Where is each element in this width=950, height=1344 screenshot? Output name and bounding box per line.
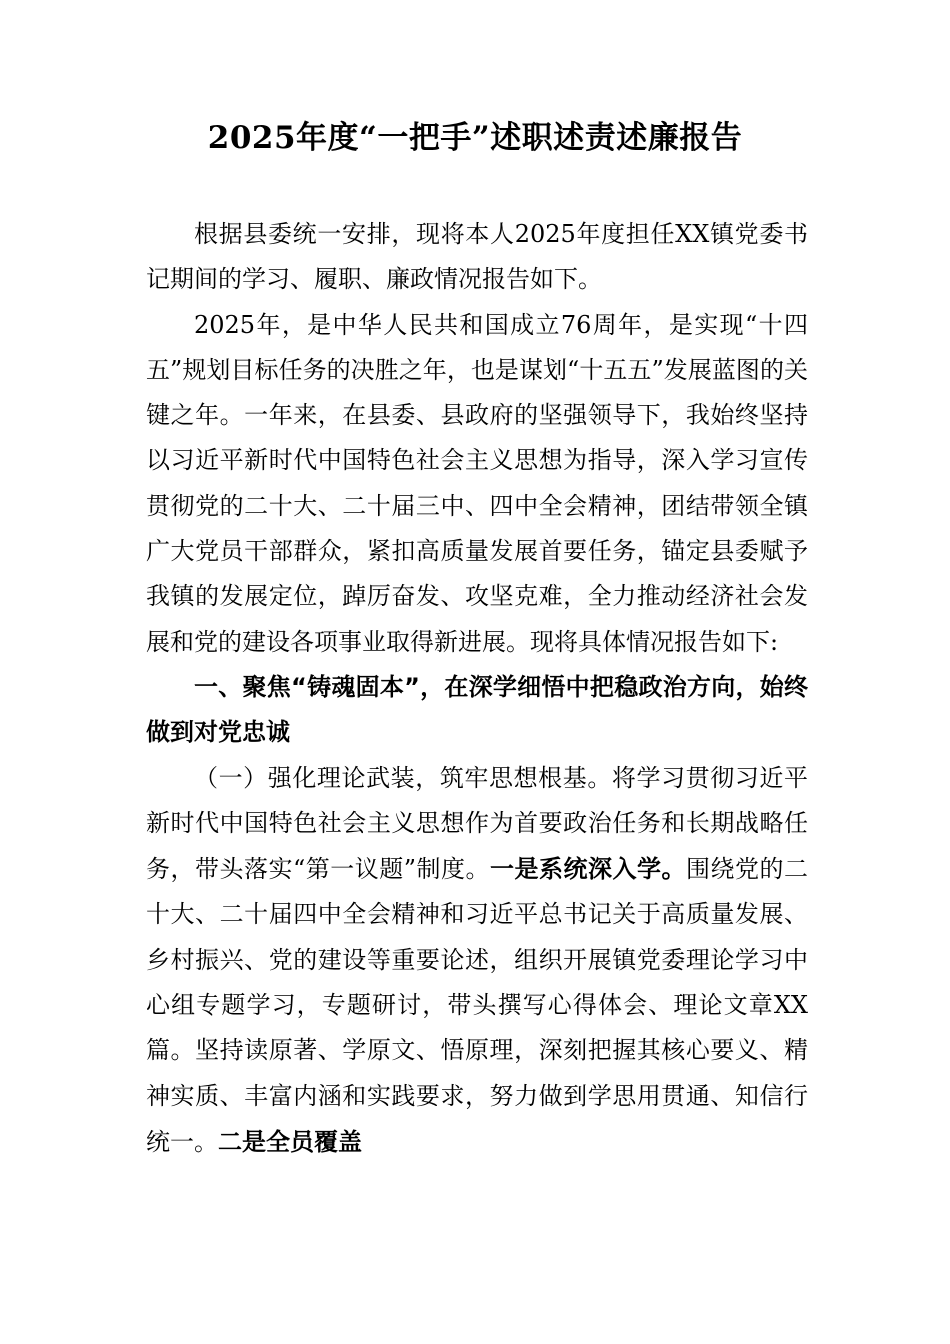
intro-paragraph: 根据县委统一安排，现将本人2025年度担任XX镇党委书记期间的学习、履职、廉政情况报告如下。 — [146, 220, 808, 294]
document-title: 2025年度“一把手”述职述责述廉报告 — [207, 120, 743, 156]
point-text: 围绕党的二十大、二十届四中全会精神和习近平总书记关于高质量发展、乡村振兴、党的建设等重要论述，组织开展镇党委理论学习中心组专题学习，专题研讨，带头撰写心得体会、理论文章XX篇。坚持读原著、学原文、悟原理，深刻把握其核心要义、精神实质、丰富内涵和实践要求，努力做到学思用贯通、知信行统一。 — [146, 855, 809, 1156]
point-label: 一是系统深入学。 — [490, 854, 687, 884]
subsection-paragraph — [146, 756, 808, 1166]
subsection-intro: （一）强化理论武装，筑牢思想根基。将学习贯彻习近平新时代中国特色社会主义思想作为首要政治任务和长期战略任务，带头落实“第一议题”制度。 — [146, 763, 808, 884]
background-paragraph: 2025年，是中华人民共和国成立76周年，是实现“十四五”规划目标任务的决胜之年，也是谋划“十五五”发展蓝图的关键之年。一年来，在县委、县政府的坚强领导下，我始终坚持以习近平新时代中国特色社会主义思想为指导，深入学习宣传贯彻党的二十大、二十届三中、四中全会精神，团结带领全镇广大党员干部群众，紧扣高质量发展首要任务，锚定县委赋予我镇的发展定位，踔厉奋发、攻坚克难，全力推动经济社会发展和党的建设各项事业取得新进展。现将具体情况报告如下: — [146, 310, 808, 656]
document-body — [146, 212, 808, 1165]
point-label: 二是全员覆盖 — [218, 1126, 362, 1156]
section-heading: 一、聚焦“铸魂固本”，在深学细悟中把稳政治方向，始终做到对党忠诚 — [146, 672, 808, 747]
